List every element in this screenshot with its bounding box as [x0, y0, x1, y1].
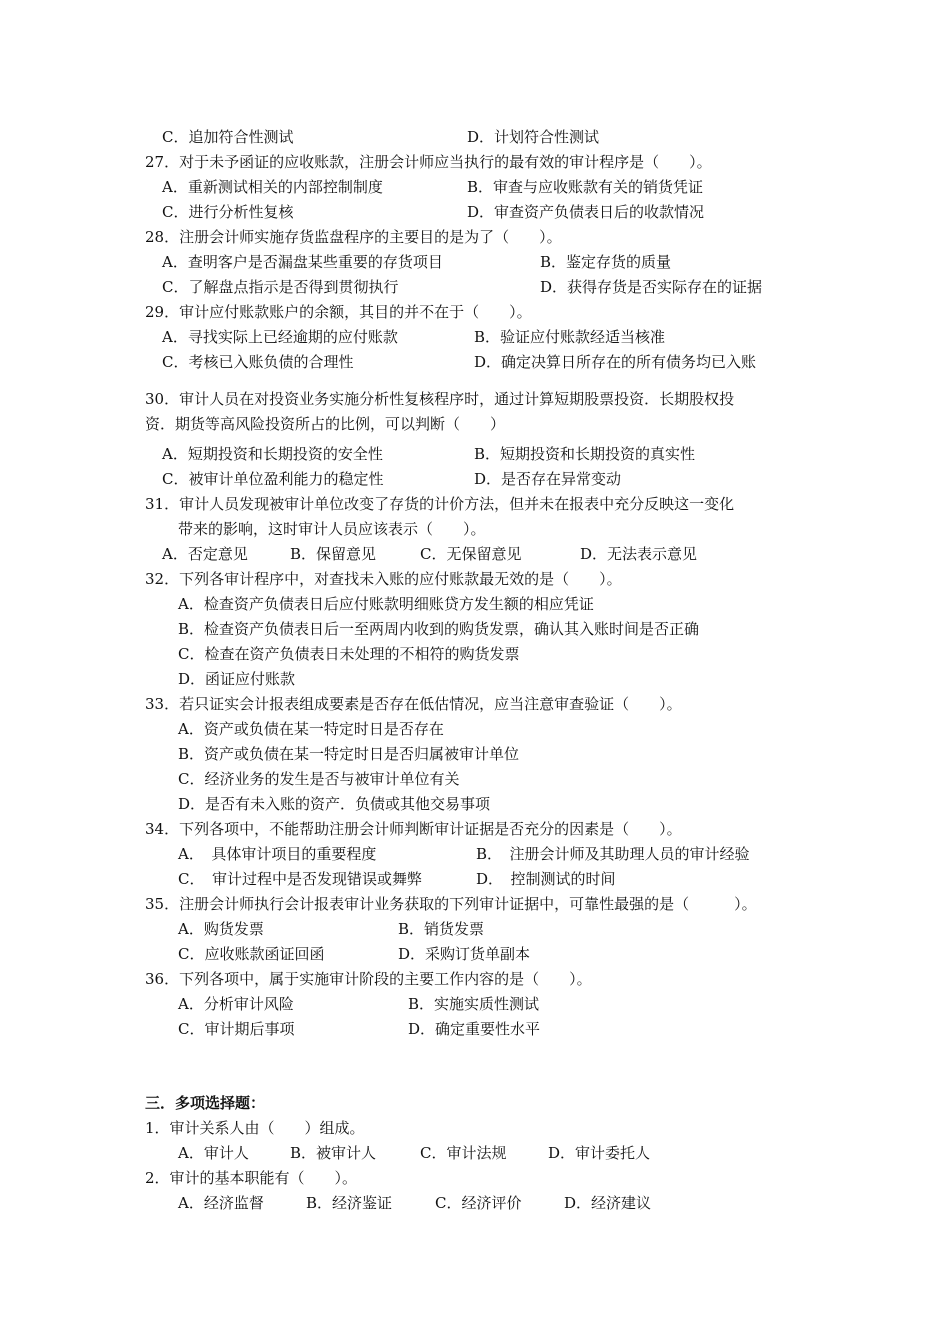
q30-option-c: C．被审计单位盈利能力的稳定性 [162, 470, 384, 488]
q32-option-c: C．检查在资产负债表日未处理的不相符的购货发票 [178, 645, 520, 663]
q34-option-a: A． 具体审计项目的重要程度 [178, 845, 377, 863]
q36-option-a: A．分析审计风险 [178, 995, 294, 1013]
q26-option-d: D．计划符合性测试 [467, 128, 600, 146]
q34-option-c: C． 审计过程中是否发现错误或舞弊 [178, 870, 422, 888]
q31-option-c: C．无保留意见 [420, 545, 522, 563]
q27-stem: 27．对于未予函证的应收账款，注册会计师应当执行的最有效的审计程序是（ ）。 [145, 153, 712, 171]
q32-option-a: A．检查资产负债表日后应付账款明细账贷方发生额的相应凭证 [178, 595, 594, 613]
m2-option-b: B．经济鉴证 [306, 1194, 393, 1212]
section-heading: 三．多项选择题： [145, 1094, 266, 1112]
q27-option-b: B．审查与应收账款有关的销货凭证 [467, 178, 704, 196]
m2-option-c: C．经济评价 [435, 1194, 522, 1212]
q35-option-d: D．采购订货单副本 [398, 945, 531, 963]
q29-option-a: A．寻找实际上已经逾期的应付账款 [162, 328, 398, 346]
q33-option-b: B．资产或负债在某一特定时日是否归属被审计单位 [178, 745, 520, 763]
q32-option-d: D．函证应付账款 [178, 670, 296, 688]
q29-option-d: D．确定决算日所存在的所有债务均已入账 [474, 353, 757, 371]
q31-option-d: D．无法表示意见 [580, 545, 698, 563]
q31-stem-line1: 31．审计人员发现被审计单位改变了存货的计价方法，但并未在报表中充分反映这一变化 [145, 495, 735, 513]
q29-option-c: C．考核已入账负债的合理性 [162, 353, 354, 371]
q30-option-a: A．短期投资和长期投资的安全性 [162, 445, 383, 463]
q26-option-c: C．追加符合性测试 [162, 128, 294, 146]
m1-option-c: C．审计法规 [420, 1144, 507, 1162]
q33-stem: 33．若只证实会计报表组成要素是否存在低估情况，应当注意审查验证（ ）。 [145, 695, 682, 713]
q34-option-d: D． 控制测试的时间 [476, 870, 616, 888]
q36-option-b: B．实施实质性测试 [408, 995, 540, 1013]
q27-option-c: C．进行分析性复核 [162, 203, 294, 221]
q36-option-d: D．确定重要性水平 [408, 1020, 541, 1038]
q35-option-c: C．应收账款函证回函 [178, 945, 325, 963]
q30-option-b: B．短期投资和长期投资的真实性 [474, 445, 696, 463]
q36-option-c: C．审计期后事项 [178, 1020, 295, 1038]
q28-stem: 28．注册会计师实施存货监盘程序的主要目的是为了（ ）。 [145, 228, 562, 246]
q36-stem: 36．下列各项中，属于实施审计阶段的主要工作内容的是（ ）。 [145, 970, 592, 988]
q30-stem-line1: 30．审计人员在对投资业务实施分析性复核程序时，通过计算短期股票投资．长期股权投 [145, 390, 735, 408]
q35-option-b: B．销货发票 [398, 920, 485, 938]
q28-option-b: B．鉴定存货的质量 [540, 253, 672, 271]
q31-stem-line2: 带来的影响，这时审计人员应该表示（ ）。 [178, 520, 486, 538]
q31-option-a: A．否定意见 [162, 545, 248, 563]
q29-stem: 29．审计应付账款账户的余额，其目的并不在于（ ）。 [145, 303, 532, 321]
q31-option-b: B．保留意见 [290, 545, 377, 563]
q28-option-d: D．获得存货是否实际存在的证据 [540, 278, 763, 296]
m1-option-a: A．审计人 [178, 1144, 249, 1162]
m2-option-d: D．经济建议 [564, 1194, 652, 1212]
m2-stem: 2．审计的基本职能有（ ）。 [145, 1169, 358, 1187]
q28-option-c: C．了解盘点指示是否得到贯彻执行 [162, 278, 399, 296]
q32-stem: 32．下列各审计程序中，对查找未入账的应付账款最无效的是（ ）。 [145, 570, 622, 588]
q35-option-a: A．购货发票 [178, 920, 264, 938]
m2-option-a: A．经济监督 [178, 1194, 264, 1212]
q27-option-d: D．审查资产负债表日后的收款情况 [467, 203, 705, 221]
q27-option-a: A．重新测试相关的内部控制制度 [162, 178, 383, 196]
m1-stem: 1．审计关系人由（ ）组成。 [145, 1119, 365, 1137]
q34-stem: 34．下列各项中，不能帮助注册会计师判断审计证据是否充分的因素是（ ）。 [145, 820, 682, 838]
q33-option-a: A．资产或负债在某一特定时日是否存在 [178, 720, 444, 738]
q29-option-b: B．验证应付账款经适当核准 [474, 328, 666, 346]
q35-stem: 35．注册会计师执行会计报表审计业务获取的下列审计证据中，可靠性最强的是（ ）。 [145, 895, 757, 913]
q34-option-b: B． 注册会计师及其助理人员的审计经验 [476, 845, 750, 863]
m1-option-d: D．审计委托人 [548, 1144, 651, 1162]
q32-option-b: B．检查资产负债表日后一至两周内收到的购货发票，确认其入账时间是否正确 [178, 620, 700, 638]
q28-option-a: A．查明客户是否漏盘某些重要的存货项目 [162, 253, 443, 271]
q30-stem-line2: 资．期货等高风险投资所占的比例，可以判断（ ） [145, 415, 506, 433]
q33-option-c: C．经济业务的发生是否与被审计单位有关 [178, 770, 460, 788]
q33-option-d: D．是否有未入账的资产．负债或其他交易事项 [178, 795, 491, 813]
q30-option-d: D．是否存在异常变动 [474, 470, 622, 488]
m1-option-b: B．被审计人 [290, 1144, 377, 1162]
